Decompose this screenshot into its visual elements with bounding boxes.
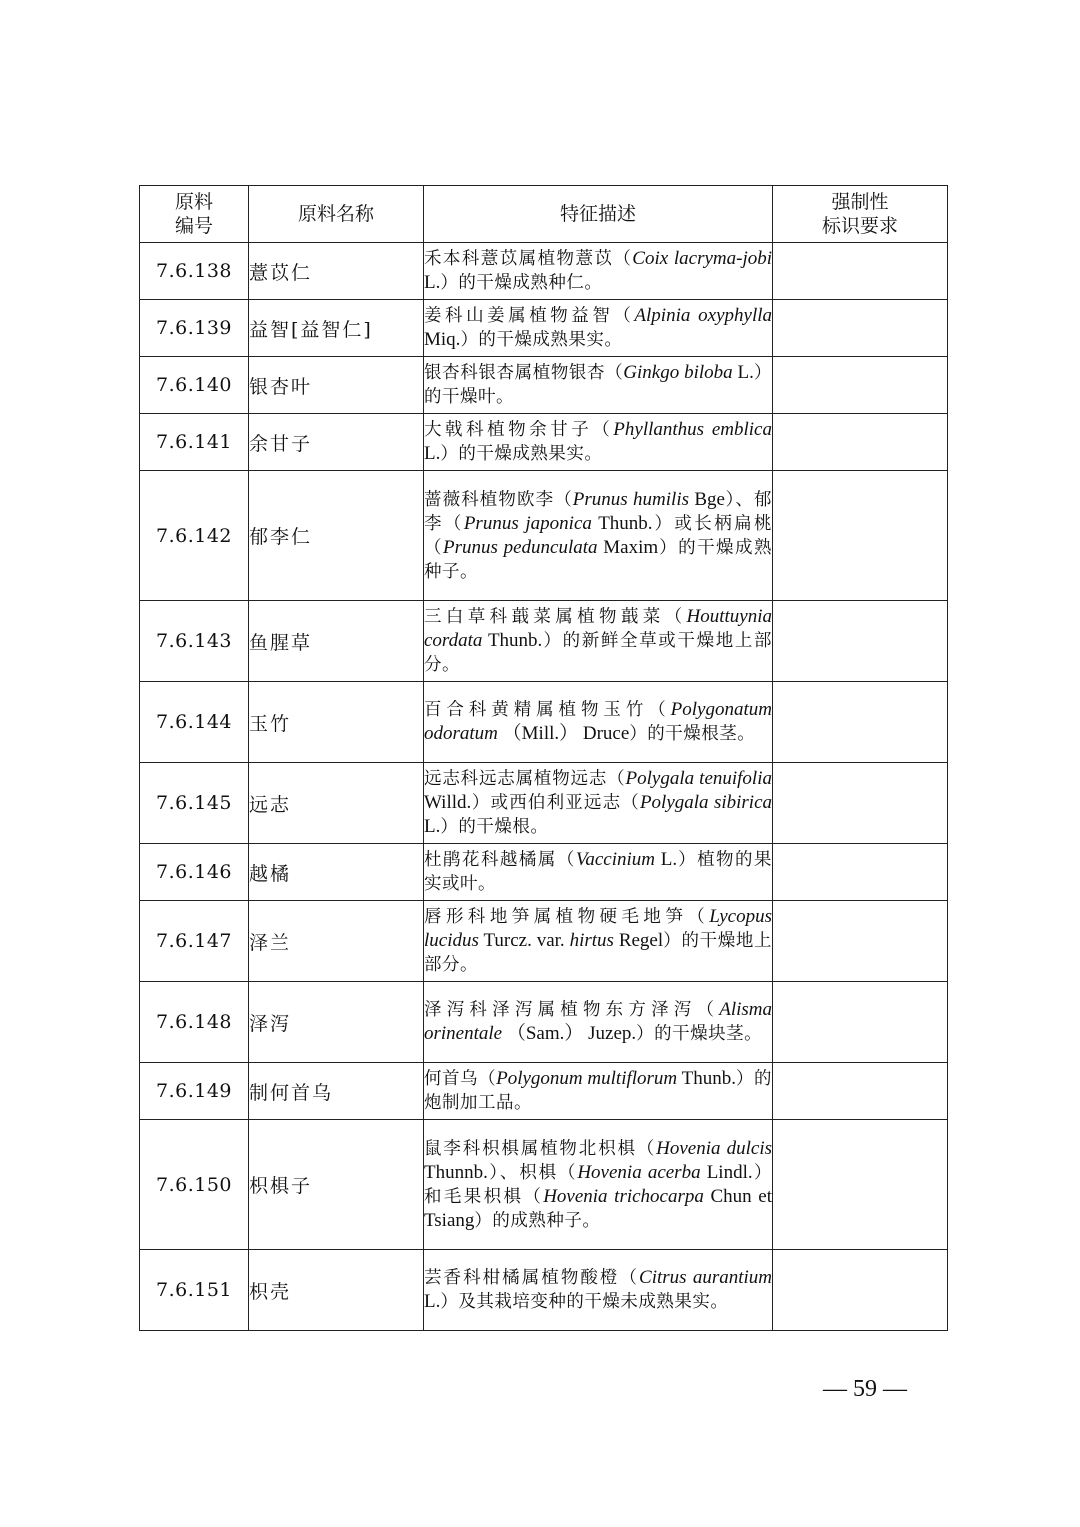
ingredient-code: 7.6.145 — [140, 763, 249, 844]
header-description: 特征描述 — [424, 186, 773, 243]
description-text: 泽泻科泽泻属植物东方泽泻（ — [424, 1000, 720, 1020]
mandatory-label-requirement — [773, 844, 948, 901]
ingredient-description — [424, 982, 773, 1063]
table-row — [140, 1063, 948, 1120]
description-text: ）的干燥成熟种仁。 — [440, 273, 603, 293]
scientific-name: Polygala sibirica — [639, 792, 773, 813]
scientific-name: Prunus pedunculata — [442, 536, 598, 558]
author-citation: Willd. — [424, 792, 472, 813]
mandatory-label-requirement — [773, 982, 948, 1063]
ingredient-code: 7.6.149 — [140, 1063, 249, 1120]
ingredient-code: 7.6.140 — [140, 357, 249, 414]
ingredient-name: 泽兰 — [249, 901, 424, 982]
table-row — [140, 414, 948, 471]
scientific-name: Prunus humilis — [572, 488, 689, 510]
table-row — [140, 982, 948, 1063]
author-citation: Lindl. — [700, 1161, 753, 1183]
description-text: 鼠李科枳椇属植物北枳椇（ — [424, 1138, 657, 1159]
mandatory-label-requirement — [773, 1120, 948, 1250]
mandatory-label-requirement — [773, 1250, 948, 1331]
author-citation: （Mill.） Druce — [497, 723, 630, 744]
ingredient-code: 7.6.142 — [140, 471, 249, 601]
description-text: 何首乌（ — [424, 1069, 497, 1089]
author-citation: Thunnb. — [424, 1161, 488, 1183]
description-text: ）、郁李（ — [424, 489, 773, 534]
ingredient-description — [424, 844, 773, 901]
ingredient-code: 7.6.141 — [140, 414, 249, 471]
author-citation: Regel — [613, 930, 664, 951]
mandatory-label-requirement — [773, 243, 948, 300]
header-mandatory: 强制性 标识要求 — [773, 186, 948, 243]
description-text: ）的干燥成熟果实。 — [440, 444, 603, 464]
description-text: ）的干燥地上部分。 — [424, 931, 773, 975]
ingredient-code: 7.6.148 — [140, 982, 249, 1063]
ingredient-name: 枳椇子 — [249, 1120, 424, 1250]
page-number: — 59 — — [823, 1376, 907, 1402]
description-text: 唇形科地笋属植物硬毛地笋（ — [424, 907, 710, 927]
mandatory-label-requirement — [773, 601, 948, 682]
ingredient-name: 鱼腥草 — [249, 601, 424, 682]
author-citation: L. — [732, 362, 754, 383]
scientific-name: Ginkgo biloba — [623, 362, 733, 383]
ingredient-description — [424, 243, 773, 300]
table-row — [140, 1120, 948, 1250]
table-row — [140, 844, 948, 901]
header-name: 原料名称 — [249, 186, 424, 243]
ingredient-code: 7.6.144 — [140, 682, 249, 763]
table-row — [140, 471, 948, 601]
scientific-name: Polygonatum odoratum — [424, 699, 772, 744]
description-text: ）和毛果枳椇（ — [424, 1162, 772, 1207]
table-body — [140, 243, 948, 1331]
scientific-name: Hovenia trichocarpa — [543, 1185, 704, 1207]
author-citation: Miq. — [424, 329, 461, 350]
description-text: ）的干燥根茎。 — [629, 724, 756, 744]
mandatory-label-requirement — [773, 300, 948, 357]
description-text: 蔷薇科植物欧李（ — [424, 489, 573, 510]
ingredient-description — [424, 682, 773, 763]
ingredient-code: 7.6.146 — [140, 844, 249, 901]
description-text: ）的干燥根。 — [440, 817, 549, 837]
description-text: 姜科山姜属植物益智（ — [424, 306, 635, 326]
description-text: ）的干燥块茎。 — [636, 1024, 763, 1044]
ingredient-name: 越橘 — [249, 844, 424, 901]
description-text: 银杏科银杏属植物银杏（ — [424, 363, 624, 383]
table-row — [140, 901, 948, 982]
description-text: ）的干燥成熟种子。 — [424, 537, 773, 582]
table-row — [140, 300, 948, 357]
description-text: ）的新鲜全草或干燥地上部分。 — [424, 631, 772, 675]
table-row — [140, 1250, 948, 1331]
ingredient-name: 郁李仁 — [249, 471, 424, 601]
ingredient-name: 薏苡仁 — [249, 243, 424, 300]
ingredient-code: 7.6.143 — [140, 601, 249, 682]
description-text: ）的炮制加工品。 — [424, 1069, 773, 1113]
ingredient-name: 枳壳 — [249, 1250, 424, 1331]
ingredient-description — [424, 1063, 773, 1120]
ingredient-description — [424, 763, 773, 844]
scientific-name: Lycopus lucidus — [424, 906, 772, 951]
mandatory-label-requirement — [773, 682, 948, 763]
scientific-name: Polygala tenuifolia — [625, 768, 772, 789]
ingredient-name: 益智[益智仁] — [249, 300, 424, 357]
table-row — [140, 763, 948, 844]
mandatory-label-requirement — [773, 357, 948, 414]
scientific-name: Houttuynia cordata — [424, 606, 772, 651]
description-text: ）、枳椇（ — [487, 1162, 578, 1183]
scientific-name: Hovenia acerba — [577, 1161, 701, 1183]
mandatory-label-requirement — [773, 1063, 948, 1120]
scientific-name: Polygonum multiflorum — [496, 1068, 678, 1089]
table-row — [140, 243, 948, 300]
description-text: 芸香科柑橘属植物酸橙（ — [424, 1268, 640, 1288]
author-citation: Thunb. — [482, 630, 543, 651]
author-citation: Bge — [689, 488, 725, 510]
author-citation: Turcz. var. — [478, 930, 570, 951]
author-citation: Maxim — [597, 536, 659, 558]
author-citation: Thunb. — [677, 1068, 736, 1089]
scientific-name: Phyllanthus emblica — [613, 419, 772, 440]
mandatory-label-requirement — [773, 471, 948, 601]
description-text: ）的成熟种子。 — [474, 1210, 601, 1231]
scientific-name: Citrus aurantium — [639, 1267, 773, 1288]
ingredient-code: 7.6.151 — [140, 1250, 249, 1331]
description-text: 大戟科植物余甘子（ — [424, 420, 614, 440]
ingredient-name: 银杏叶 — [249, 357, 424, 414]
ingredient-description — [424, 1120, 773, 1250]
scientific-name: Coix lacryma-jobi — [632, 248, 773, 269]
description-text: 三白草科蕺菜属植物蕺菜（ — [424, 607, 687, 627]
author-citation: Thunb. — [591, 512, 653, 534]
ingredient-name: 远志 — [249, 763, 424, 844]
mandatory-label-requirement — [773, 414, 948, 471]
description-text: ）的干燥成熟果实。 — [460, 330, 623, 350]
author-citation: （Sam.） Juzep. — [502, 1023, 637, 1044]
description-text: ）植物的果实或叶。 — [424, 850, 773, 894]
ingredient-description — [424, 901, 773, 982]
ingredient-code: 7.6.147 — [140, 901, 249, 982]
description-text: ）或西伯利亚远志（ — [471, 793, 640, 813]
ingredient-name: 余甘子 — [249, 414, 424, 471]
description-text: ）及其栽培变种的干燥未成熟果实。 — [440, 1292, 729, 1312]
author-citation: Chun et Tsiang — [424, 1185, 773, 1231]
ingredient-description — [424, 414, 773, 471]
scientific-name: Hovenia dulcis — [656, 1137, 772, 1159]
author-citation: L. — [424, 816, 441, 837]
ingredient-description — [424, 300, 773, 357]
mandatory-label-requirement — [773, 901, 948, 982]
ingredient-table — [139, 185, 948, 1331]
scientific-name: Prunus japonica — [463, 512, 592, 534]
mandatory-label-requirement — [773, 763, 948, 844]
description-text: 禾本科薏苡属植物薏苡（ — [424, 249, 633, 269]
table-row — [140, 601, 948, 682]
author-citation: L. — [424, 443, 441, 464]
ingredient-code: 7.6.150 — [140, 1120, 249, 1250]
table-row — [140, 682, 948, 763]
scientific-name: hirtus — [569, 930, 614, 951]
ingredient-code: 7.6.139 — [140, 300, 249, 357]
ingredient-name: 泽泻 — [249, 982, 424, 1063]
description-text: 杜鹃花科越橘属（ — [424, 850, 576, 870]
scientific-name: Alpinia oxyphylla — [634, 305, 772, 326]
table-row — [140, 357, 948, 414]
author-citation: L. — [655, 849, 678, 870]
scientific-name: Vaccinium — [575, 849, 656, 870]
ingredient-description — [424, 601, 773, 682]
header-code: 原料 编号 — [140, 186, 249, 243]
ingredient-name: 玉竹 — [249, 682, 424, 763]
description-text: ）的干燥叶。 — [424, 363, 773, 407]
ingredient-description — [424, 471, 773, 601]
ingredient-name: 制何首乌 — [249, 1063, 424, 1120]
ingredient-description — [424, 357, 773, 414]
header-row — [140, 186, 948, 243]
description-text: ）或长柄扁桃（ — [424, 513, 773, 558]
ingredient-code: 7.6.138 — [140, 243, 249, 300]
ingredient-description — [424, 1250, 773, 1331]
author-citation: L. — [424, 1291, 441, 1312]
description-text: 远志科远志属植物远志（ — [424, 769, 626, 789]
author-citation: L. — [424, 272, 441, 293]
description-text: 百合科黄精属植物玉竹（ — [424, 700, 671, 720]
scientific-name: Alisma orinentale — [424, 999, 772, 1044]
